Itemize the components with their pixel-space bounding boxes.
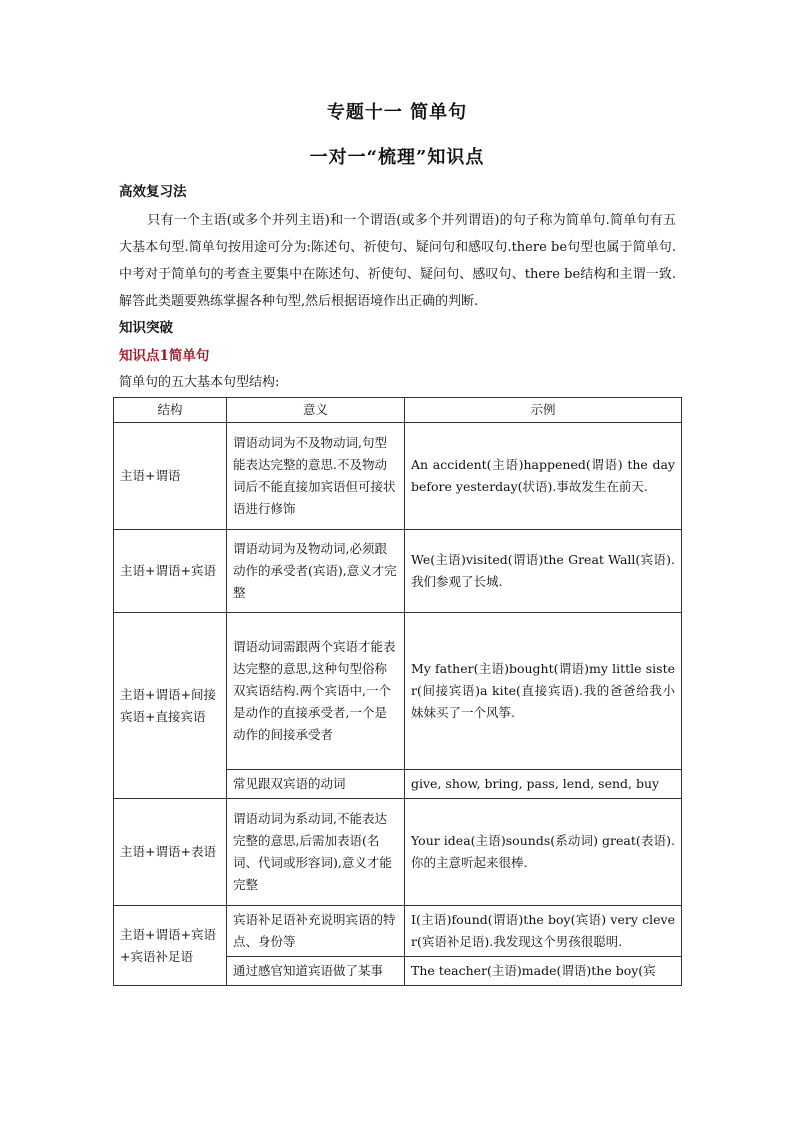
meaning-cell: 常见跟双宾语的动词: [227, 770, 405, 799]
table-intro: 简单句的五大基本句型结构:: [119, 375, 280, 390]
review-paragraph: [119, 207, 676, 315]
table-header-row: [114, 398, 682, 423]
meaning-cell: 谓语动词为不及物动词,句型能表达完整的意思.不及物动词后不能直接加宾语但可接状语进行修饰: [227, 423, 405, 530]
breakthrough-heading: 知识突破: [119, 320, 173, 336]
meaning-cell: 谓语动词为及物动词,必须跟动作的承受者(宾语),意义才完整: [227, 530, 405, 613]
structure-cell: 主语+谓语+宾语+宾语补足语: [114, 906, 227, 986]
knowledge-point-heading: 知识点1简单句: [119, 348, 210, 364]
review-heading: 高效复习法: [119, 184, 187, 200]
example-cell: give, show, bring, pass, lend, send, buy: [405, 770, 682, 799]
header-meaning: 意义: [227, 398, 405, 423]
example-cell: Your idea(主语)sounds(系动词) great(表语).你的主意听起来很棒.: [405, 799, 682, 906]
meaning-cell: 通过感官知道宾语做了某事: [227, 957, 405, 986]
structure-cell: 主语+谓语+表语: [114, 799, 227, 906]
example-cell: An accident(主语)happened(谓语) the day before yesterday(状语).事故发生在前天.: [405, 423, 682, 530]
example-cell: I(主语)found(谓语)the boy(宾语) very clever(宾语补足语).我发现这个男孩很聪明.: [405, 906, 682, 957]
table-row: [114, 530, 682, 613]
sentence-pattern-table: [113, 397, 682, 986]
header-structure: 结构: [114, 398, 227, 423]
page-subtitle: 一对一“梳理”知识点: [309, 147, 485, 168]
table-row: [114, 799, 682, 906]
meaning-cell: 宾语补足语补充说明宾语的特点、身份等: [227, 906, 405, 957]
table-row: [114, 906, 682, 957]
example-cell: My father(主语)bought(谓语)my little sister(间接宾语)a kite(直接宾语).我的爸爸给我小妹妹买了一个风筝.: [405, 613, 682, 770]
structure-cell: 主语+谓语: [114, 423, 227, 530]
meaning-cell: 谓语动词为系动词,不能表达完整的意思,后需加表语(名词、代词或形容词),意义才能完整: [227, 799, 405, 906]
example-cell: We(主语)visited(谓语)the Great Wall(宾语).我们参观了长城.: [405, 530, 682, 613]
structure-cell: 主语+谓语+宾语: [114, 530, 227, 613]
header-example: 示例: [405, 398, 682, 423]
meaning-cell: 谓语动词需跟两个宾语才能表达完整的意思,这种句型俗称双宾语结构.两个宾语中,一个是动作的直接承受者,一个是动作的间接承受者: [227, 613, 405, 770]
structure-cell: 主语+谓语+间接宾语+直接宾语: [114, 613, 227, 799]
table-row: [114, 423, 682, 530]
review-text: 只有一个主语(或多个并列主语)和一个谓语(或多个并列谓语)的句子称为简单句.简单句有五大基本句型.简单句按用途可分为:陈述句、祈使句、疑问句和感叹句.there be句型也属于简单句.中考对于简单句的考查主要集中在陈述句、祈使句、疑问句、感叹句、there be结构和主谓一致.解答此类题要熟练掌握各种句型,然后根据语境作出正确的判断.: [119, 213, 676, 309]
example-cell: The teacher(主语)made(谓语)the boy(宾: [405, 957, 682, 986]
table-row: [114, 613, 682, 770]
page-title: 专题十一 简单句: [326, 102, 468, 123]
